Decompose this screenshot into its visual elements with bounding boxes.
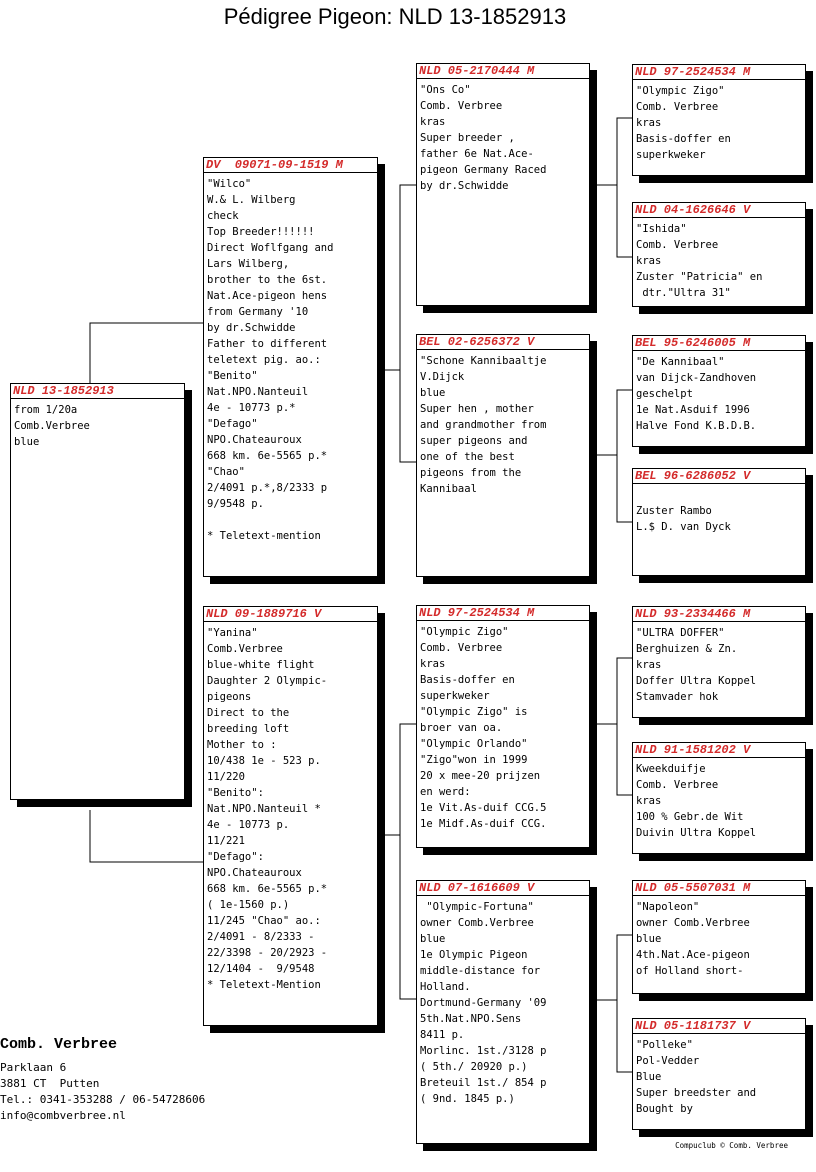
ring-number: BEL 95-6246005 M xyxy=(633,336,805,351)
breeder-name: Comb. Verbree xyxy=(0,1036,118,1053)
pigeon-card-sdd[interactable] xyxy=(632,468,806,576)
pigeon-details: "Olympic-Fortuna" owner Comb.Verbree blue 1e Olympic Pigeon middle-distance for Holland. Dortmund-Germany '09 5th.Nat.NPO.Sens 8411 p. Morlinc. 1st./3128 p ( 5th./ 20920 p.) Breteuil 1st./ 854 p ( 9nd. 1845 p.) xyxy=(420,901,547,1105)
pigeon-details: "Olympic Zigo" Comb. Verbree kras Basis-doffer en superkweker xyxy=(636,85,731,161)
connector-dd-dds xyxy=(590,935,632,1000)
ring-number: NLD 97-2524534 M xyxy=(417,606,589,621)
address-email[interactable]: info@combverbree.nl xyxy=(0,1109,126,1122)
ring-number: NLD 05-5507031 M xyxy=(633,881,805,896)
copyright-footer: Compuclub © Comb. Verbree xyxy=(675,1141,788,1150)
ring-number: NLD 09-1889716 V xyxy=(204,607,377,622)
ring-number: NLD 13-1852913 xyxy=(11,384,184,399)
connector-dd-ddd xyxy=(617,1000,632,1072)
pigeon-card-sire-sire[interactable] xyxy=(416,63,590,306)
address-street: Parklaan 6 xyxy=(0,1061,67,1074)
pigeon-details: "Schone Kannibaaltje V.Dijck blue Super hen , mother and grandmother from super pigeons and one of the best pigeons from the Kannibaal xyxy=(420,355,547,495)
connector-ss-sss xyxy=(590,118,632,185)
ring-number: NLD 04-1626646 V xyxy=(633,203,805,218)
connector-dam-ds xyxy=(378,724,416,835)
connector-ss-ssd xyxy=(617,185,632,257)
page-title: Pédigree Pigeon: NLD 13-1852913 xyxy=(223,4,567,29)
connector-ds-dsd xyxy=(617,724,632,795)
pigeon-card-ssd[interactable] xyxy=(632,202,806,307)
address-phone: Tel.: 0341-353288 / 06-54728606 xyxy=(0,1093,206,1106)
pigeon-details: "De Kannibaal" van Dijck-Zandhoven geschelpt 1e Nat.Asduif 1996 Halve Fond K.B.D.B. xyxy=(636,356,757,432)
ring-number: NLD 05-1181737 V xyxy=(633,1019,805,1034)
ring-number: NLD 05-2170444 M xyxy=(417,64,589,79)
pigeon-details: "Yanina" Comb.Verbree blue-white flight Daughter 2 Olympic- pigeons Direct to the breeding loft Mother to : 10/438 1e - 523 p. 11/220 "Benito": Nat.NPO.Nanteuil * 4e - 10773 p. 11/221 "Defago": NPO.Chateauroux 668 km. 6e-5565 p.* ( 1e-1560 p.) 11/245 "Chao" ao.: 2/4091 - 8/2333 - 22/3398 - 20/2923 - 12/1404 - 9/9548 * Teletext-Mention xyxy=(207,627,328,991)
pigeon-card-sire-dam[interactable] xyxy=(416,334,590,577)
connector-subject-sire xyxy=(90,323,203,383)
connector-dam-dd xyxy=(400,835,416,999)
pigeon-card-ddd[interactable] xyxy=(632,1018,806,1130)
pigeon-details: "Polleke" Pol-Vedder Blue Super breedster and Bought by xyxy=(636,1039,757,1115)
pigeon-card-dam[interactable] xyxy=(203,606,378,1026)
connector-ds-dss xyxy=(590,658,632,724)
address-city: 3881 CT Putten xyxy=(0,1077,100,1090)
ring-number: NLD 97-2524534 M xyxy=(633,65,805,80)
pigeon-details: "Napoleon" owner Comb.Verbree blue 4th.Nat.Ace-pigeon of Holland short- xyxy=(636,901,750,977)
breeder-address xyxy=(0,1036,205,1124)
ring-number: NLD 91-1581202 V xyxy=(633,743,805,758)
pigeon-details: "Ishida" Comb. Verbree kras Zuster "Patricia" en dtr."Ultra 31" xyxy=(636,223,763,299)
connector-sd-sdd xyxy=(617,455,632,522)
connector-sd-sds xyxy=(590,390,632,455)
connector-sire-sd xyxy=(400,370,416,462)
ring-number: NLD 07-1616609 V xyxy=(417,881,589,896)
pigeon-card-sire[interactable] xyxy=(203,157,378,577)
pigeon-card-dds[interactable] xyxy=(632,880,806,994)
pigeon-card-dss[interactable] xyxy=(632,606,806,718)
ring-number: DV 09071-09-1519 M xyxy=(204,158,377,173)
connector-sire-ss xyxy=(378,185,416,370)
pigeon-details: "Ons Co" Comb. Verbree kras Super breeder , father 6e Nat.Ace- pigeon Germany Raced by dr.Schwidde xyxy=(420,84,547,192)
pigeon-card-dam-sire[interactable] xyxy=(416,605,590,848)
pigeon-details: Kweekduifje Comb. Verbree kras 100 % Gebr.de Wit Duivin Ultra Koppel xyxy=(636,763,757,839)
pigeon-details: "Wilco" W.& L. Wilberg check Top Breeder!!!!!! Direct Woflfgang and Lars Wilberg, brother to the 6st. Nat.Ace-pigeon hens from Germany '10 by dr.Schwidde Father to different teletext pig. ao.: "Benito" Nat.NPO.Nanteuil 4e - 10773 p.* "Defago" NPO.Chateauroux 668 km. 6e-5565 p.* "Chao" 2/4091 p.*,8/2333 p 9/9548 p. * Teletext-mention xyxy=(207,178,334,542)
pigeon-card-sds[interactable] xyxy=(632,335,806,447)
pigeon-card-subject[interactable] xyxy=(10,383,185,800)
pigeon-details: "ULTRA DOFFER" Berghuizen & Zn. kras Doffer Ultra Koppel Stamvader hok xyxy=(636,627,757,703)
pigeon-card-sss[interactable] xyxy=(632,64,806,176)
pigeon-card-dam-dam[interactable] xyxy=(416,880,590,1144)
pigeon-card-dsd[interactable] xyxy=(632,742,806,854)
ring-number: BEL 02-6256372 V xyxy=(417,335,589,350)
pigeon-details: Zuster Rambo L.$ D. van Dyck xyxy=(636,505,731,533)
ring-number: NLD 93-2334466 M xyxy=(633,607,805,622)
pigeon-details: "Olympic Zigo" Comb. Verbree kras Basis-doffer en superkweker "Olympic Zigo" is broer van oa. "Olympic Orlando" "Zigo"won in 1999 20 x mee-20 prijzen en werd: 1e Vit.As-duif CCG.5 1e Midf.As-duif CCG. xyxy=(420,626,547,830)
pigeon-details: from 1/20a Comb.Verbree blue xyxy=(14,404,90,448)
ring-number: BEL 96-6286052 V xyxy=(633,469,805,484)
connector-subject-dam xyxy=(90,810,203,862)
